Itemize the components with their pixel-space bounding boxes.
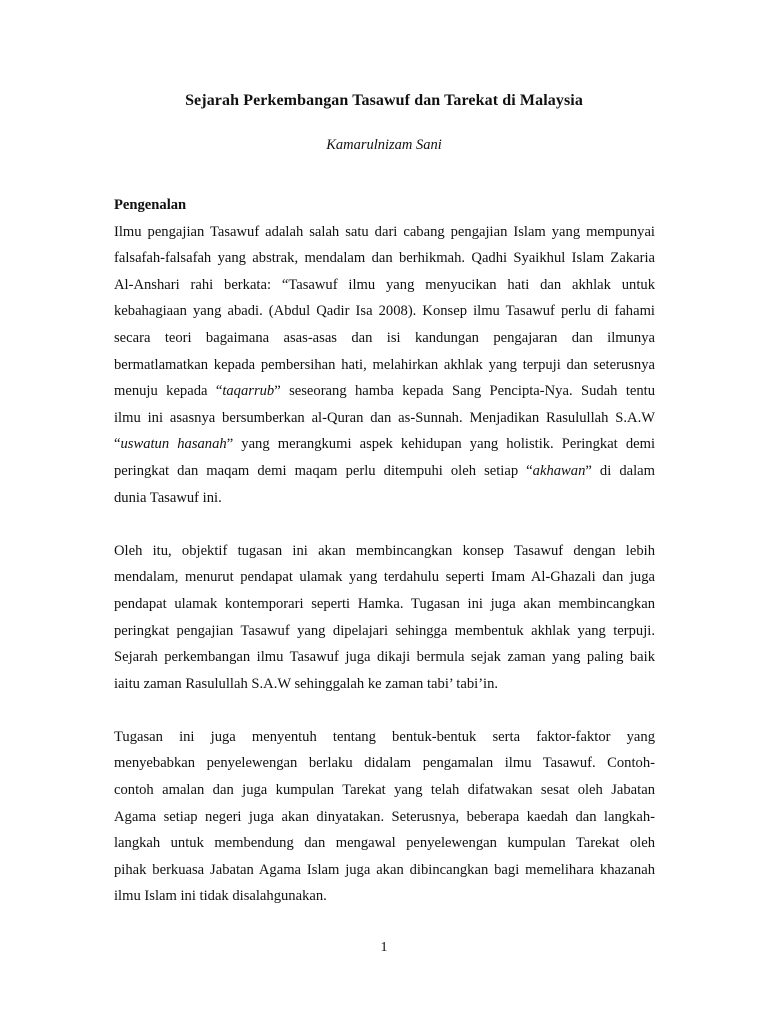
- text-line: ilmu Islam ini tidak disalahgunakan.: [114, 888, 327, 905]
- text-line: peringkat pengajian Tasawuf yang dipelajari sehingga membentuk akhlak yang terpuji.: [114, 622, 655, 639]
- paragraphs-container: [114, 219, 655, 910]
- text-line: langkah untuk membendung dan mengawal penyelewengan kumpulan Tarekat oleh: [114, 835, 655, 852]
- text-line: contoh amalan dan juga kumpulan Tarekat yang telah difatwakan sesat oleh Jabatan: [114, 782, 655, 799]
- body-paragraph: [114, 219, 655, 512]
- page-number: 1: [380, 940, 388, 955]
- body-paragraph: [114, 538, 655, 698]
- section-heading: Pengenalan: [114, 197, 187, 213]
- text-line: menyebabkan penyelewengan berlaku didalam pengamalan ilmu Tasawuf. Contoh-: [114, 755, 655, 772]
- text-line: “uswatun hasanah” yang merangkumi aspek kehidupan yang holistik. Peringkat demi: [114, 436, 655, 453]
- text-line: menuju kepada “taqarrub” seseorang hamba kepada Sang Pencipta-Nya. Sudah tentu: [114, 383, 655, 400]
- document-title: Sejarah Perkembangan Tasawuf dan Tarekat di Malaysia: [185, 92, 583, 109]
- text-line: mendalam, menurut pendapat ulamak yang terdahulu seperti Imam Al-Ghazali dan juga: [114, 569, 655, 586]
- text-line: pendapat ulamak kontemporari seperti Hamka. Tugasan ini juga akan membincangkan: [114, 595, 655, 612]
- text-line: peringkat dan maqam demi maqam perlu ditempuhi oleh setiap “akhawan” di dalam: [114, 462, 655, 479]
- text-line: pihak berkuasa Jabatan Agama Islam juga akan dibincangkan bagi memelihara khazanah: [114, 861, 655, 878]
- text-line: Ilmu pengajian Tasawuf adalah salah satu dari cabang pengajian Islam yang mempunyai: [114, 223, 655, 240]
- text-line: dunia Tasawuf ini.: [114, 489, 222, 506]
- text-line: falsafah-falsafah yang abstrak, mendalam dan berhikmah. Qadhi Syaikhul Islam Zakaria: [114, 250, 655, 267]
- text-line: Tugasan ini juga menyentuh tentang bentuk-bentuk serta faktor-faktor yang: [114, 728, 655, 745]
- text-line: Oleh itu, objektif tugasan ini akan membincangkan konsep Tasawuf dengan lebih: [114, 542, 655, 559]
- text-line: ilmu ini asasnya bersumberkan al-Quran dan as-Sunnah. Menjadikan Rasulullah S.A.W: [114, 409, 655, 426]
- document-body: [114, 192, 655, 910]
- text-line: Al-Anshari rahi berkata: “Tasawuf ilmu yang menyucikan hati dan akhlak untuk: [114, 276, 655, 293]
- text-line: Agama setiap negeri juga akan dinyatakan. Seterusnya, beberapa kaedah dan langkah-: [114, 808, 655, 825]
- text-line: kebahagiaan yang abadi. (Abdul Qadir Isa 2008). Konsep ilmu Tasawuf perlu di fahami: [114, 303, 655, 320]
- author-name: Kamarulnizam Sani: [326, 137, 442, 153]
- text-line: secara teori bagaimana asas-asas dan isi kandungan pengajaran dan ilmunya: [114, 329, 655, 346]
- text-line: bermatlamatkan kepada pembersihan hati, melahirkan akhlak yang terpuji dan seterusnya: [114, 356, 655, 373]
- text-line: Sejarah perkembangan ilmu Tasawuf juga dikaji bermula sejak zaman yang paling baik: [114, 649, 655, 666]
- text-line: iaitu zaman Rasulullah S.A.W sehinggalah ke zaman tabi’ tabi’in.: [114, 675, 499, 692]
- body-paragraph: [114, 724, 655, 910]
